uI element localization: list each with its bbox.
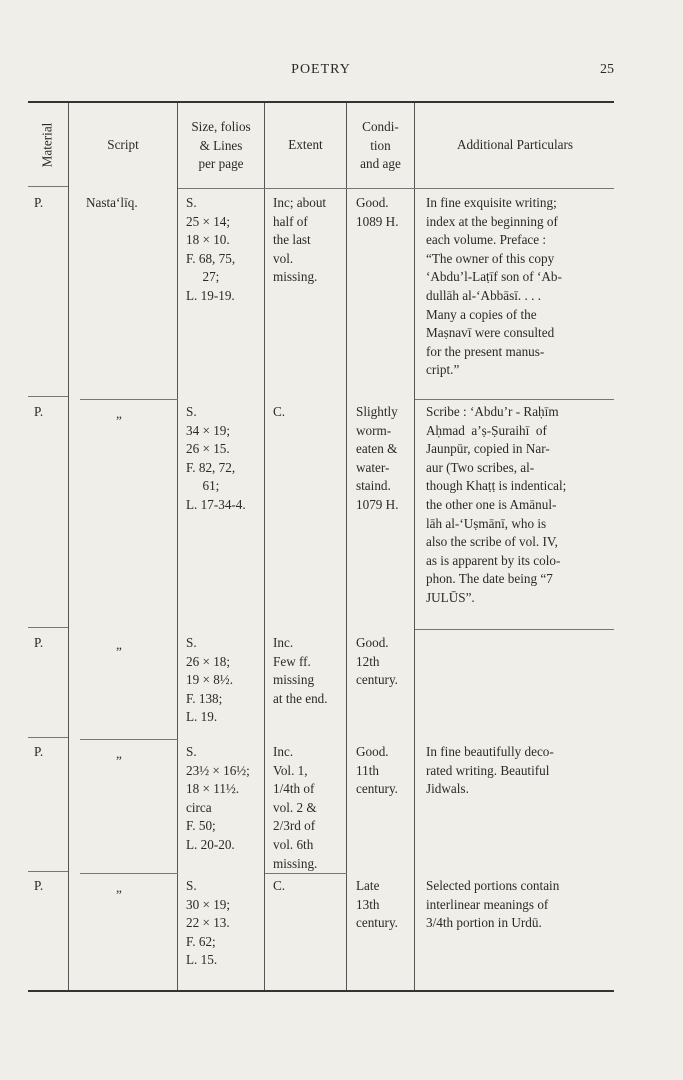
column-divider	[264, 103, 265, 990]
column-divider	[414, 103, 415, 990]
row1-particulars: In fine exquisite writing; index at the beginning of each volume. Preface : “The owner of this copy ‘Abdu’l-Laṭīf son of ‘Ab- dullāh al-‘Abbāsī. . . . Many a copies of the Maṣnavī were consulted for the present manus- cript.”	[426, 195, 562, 378]
column-divider	[346, 103, 347, 990]
row-separator	[28, 186, 68, 187]
row1-material: P.	[34, 195, 44, 210]
row-separator	[80, 739, 178, 740]
page-header	[28, 62, 614, 84]
row5-script: „	[116, 880, 122, 895]
row-separator	[28, 396, 68, 397]
column-header-condition: Condi- tion and age	[360, 119, 401, 172]
row4-size: S. 23½ × 16½; 18 × 11½. circa F. 50; L. 20-20.	[186, 744, 250, 852]
row1-condition: Good. 1089 H.	[356, 195, 399, 229]
row5-material: P.	[34, 878, 44, 893]
row-separator	[28, 737, 68, 738]
row-separator	[80, 399, 178, 400]
row3-size: S. 26 × 18; 19 × 8½. F. 138; L. 19.	[186, 635, 233, 725]
row-separator	[178, 188, 614, 189]
row-separator	[28, 627, 68, 628]
row2-script: „	[116, 406, 122, 421]
row2-material: P.	[34, 404, 44, 419]
row2-condition: Slightly worm- eaten & water- staind. 1079 H.	[356, 404, 399, 512]
column-divider	[68, 103, 69, 990]
row2-particulars: Scribe : ‘Abdu’r - Raḥīm Aḥmad a’ṣ-Ṣuraihī of Jaunpūr, copied in Nar- aur (Two scribes, al- though Khaṭṭ is indentical; the other one is Amānul- lāh al-‘Uṣmānī, who is also the scribe of vol. IV, as is apparent by its colo- phon. The date being “7 JULŪS”.	[426, 404, 567, 605]
row3-condition: Good. 12th century.	[356, 635, 398, 688]
row5-condition: Late 13th century.	[356, 878, 398, 931]
row2-size: S. 34 × 19; 26 × 15. F. 82, 72, 61; L. 17-34-4.	[186, 404, 246, 512]
row2-extent: C.	[273, 404, 286, 419]
row1-size: S. 25 × 14; 18 × 10. F. 68, 75, 27; L. 19-19.	[186, 195, 236, 303]
row-separator	[28, 871, 68, 872]
column-header-script: Script	[107, 137, 139, 152]
row5-extent: C.	[273, 878, 286, 893]
row4-condition: Good. 11th century.	[356, 744, 398, 797]
column-header-material: Material	[39, 122, 55, 168]
row-separator	[80, 873, 178, 874]
row3-material: P.	[34, 635, 44, 650]
running-title: POETRY	[291, 62, 351, 77]
row4-extent: Inc. Vol. 1, 1/4th of vol. 2 & 2/3rd of vol. 6th missing.	[273, 744, 318, 871]
column-header-size: Size, folios & Lines per page	[191, 119, 251, 172]
row4-script: „	[116, 746, 122, 761]
row-separator	[415, 399, 614, 400]
page-number: 25	[600, 62, 614, 77]
table-bottom-rule	[28, 990, 614, 992]
row3-script: „	[116, 637, 122, 652]
row3-extent: Inc. Few ff. missing at the end.	[273, 635, 328, 706]
column-divider	[177, 103, 178, 990]
row-separator	[415, 629, 614, 630]
column-header-extent: Extent	[288, 137, 323, 152]
row4-material: P.	[34, 744, 44, 759]
row5-size: S. 30 × 19; 22 × 13. F. 62; L. 15.	[186, 878, 231, 968]
row5-particulars: Selected portions contain interlinear meanings of 3/4th portion in Urdū.	[426, 878, 560, 931]
row4-particulars: In fine beautifully deco- rated writing. Beautiful Jidwals.	[426, 744, 554, 797]
row1-extent: Inc; about half of the last vol. missing.	[273, 195, 327, 285]
column-header-particulars: Additional Particulars	[456, 137, 574, 152]
table-top-rule	[28, 101, 614, 103]
row1-script: Nasta‘līq.	[86, 195, 138, 210]
